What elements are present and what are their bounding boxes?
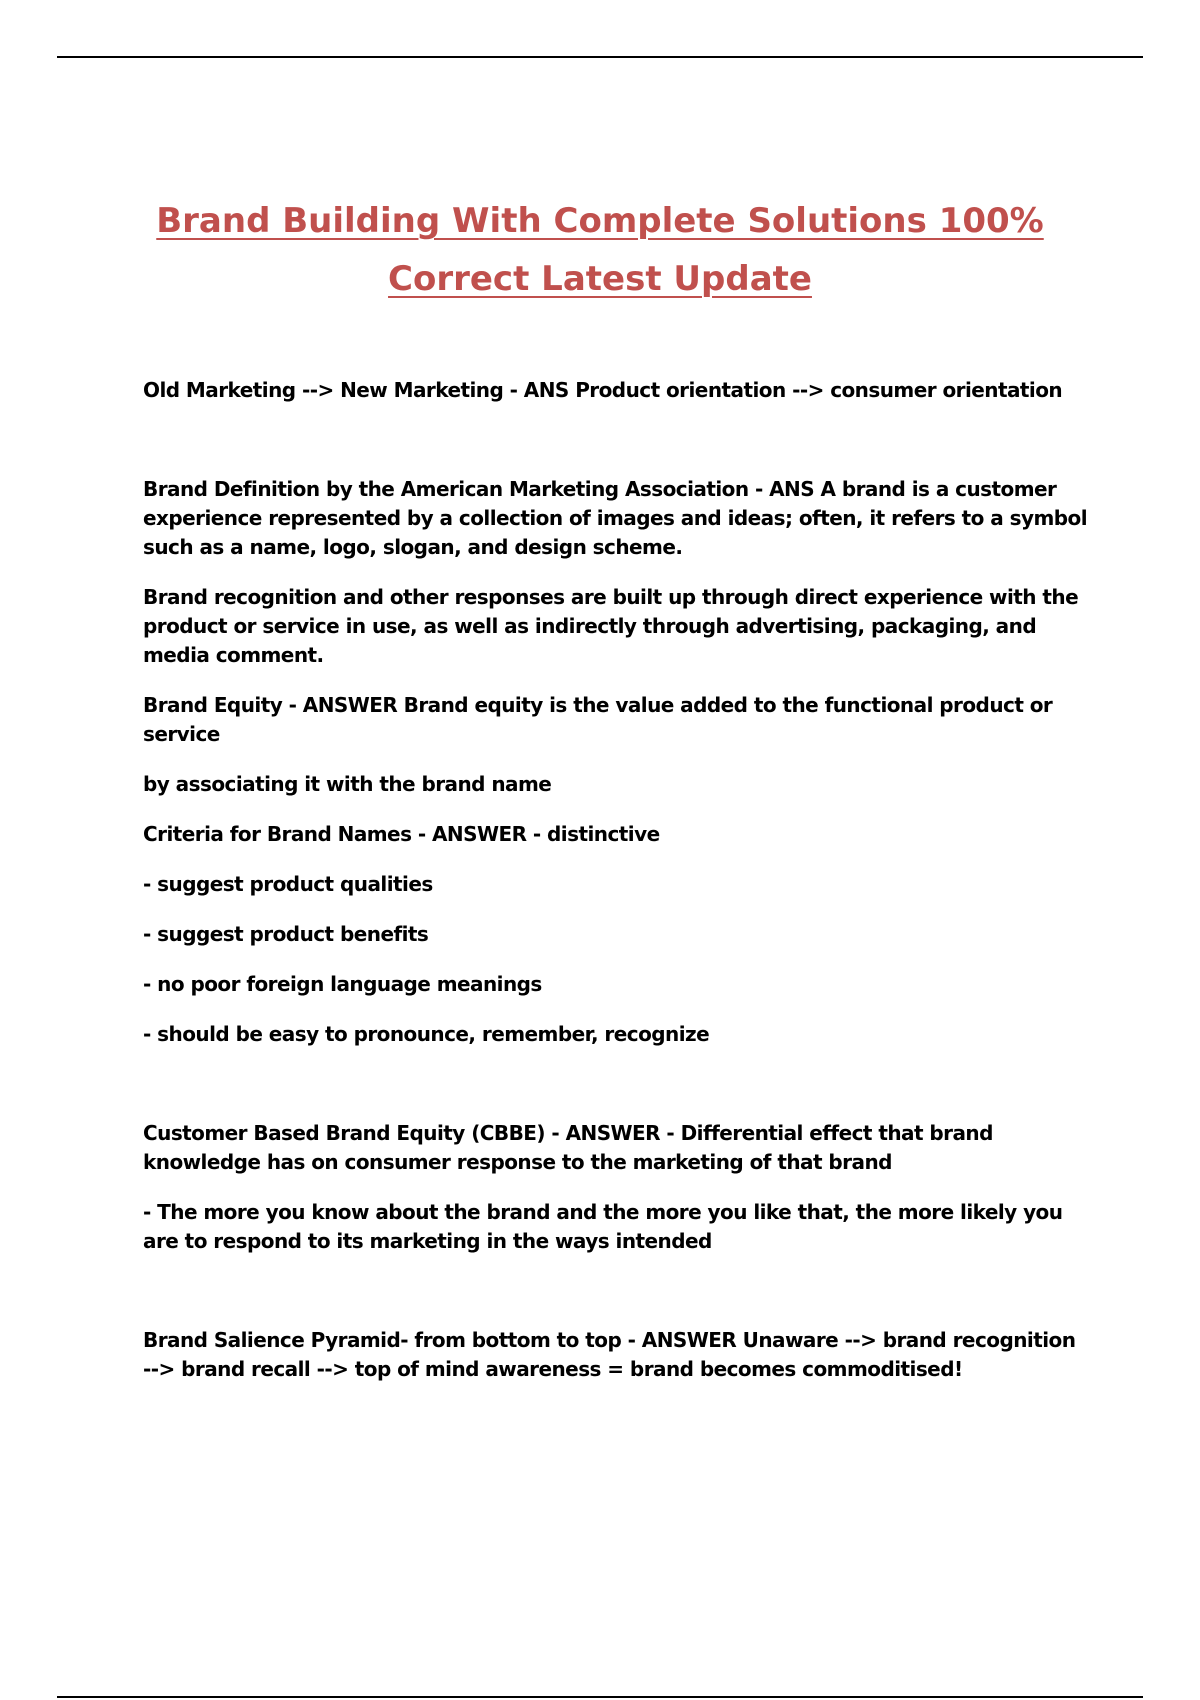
document-body — [143, 376, 1088, 1405]
top-rule — [57, 56, 1143, 58]
list-item-product-qualities: - suggest product qualities — [143, 872, 433, 896]
paragraph-brand-equity: Brand Equity - ANSWER Brand equity is the value added to the functional product or service — [143, 693, 1053, 746]
paragraph-brand-equity-cont: by associating it with the brand name — [143, 772, 552, 796]
paragraph-old-new-marketing: Old Marketing --> New Marketing - ANS Product orientation --> consumer orientation — [143, 378, 1063, 402]
document-title — [0, 192, 1200, 308]
paragraph-brand-definition: Brand Definition by the American Marketing Association - ANS A brand is a customer experience represented by a collection of images and ideas; often, it refers to a symbol such as a name, logo, slogan, and design scheme. — [143, 477, 1088, 559]
paragraph-cbbe-detail: - The more you know about the brand and the more you like that, the more likely you are to respond to its marketing in the ways intended — [143, 1200, 1063, 1253]
paragraph-brand-salience-pyramid: Brand Salience Pyramid- from bottom to top - ANSWER Unaware --> brand recognition --> brand recall --> top of mind awareness = brand becomes commoditised! — [143, 1328, 1076, 1381]
paragraph-brand-recognition: Brand recognition and other responses are built up through direct experience with the product or service in use, as well as indirectly through advertising, packaging, and media comment. — [143, 585, 1079, 667]
title-line-2: Correct Latest Update — [388, 259, 812, 299]
paragraph-criteria-brand-names: Criteria for Brand Names - ANSWER - distinctive — [143, 822, 660, 846]
title-line-1: Brand Building With Complete Solutions 100% — [156, 201, 1044, 241]
list-item-foreign-meanings: - no poor foreign language meanings — [143, 972, 542, 996]
list-item-easy-to-pronounce: - should be easy to pronounce, remember, recognize — [143, 1022, 710, 1046]
bottom-rule — [57, 1696, 1143, 1698]
list-item-product-benefits: - suggest product benefits — [143, 922, 429, 946]
paragraph-cbbe: Customer Based Brand Equity (CBBE) - ANSWER - Differential effect that brand knowledge has on consumer response to the marketing of that brand — [143, 1121, 993, 1174]
